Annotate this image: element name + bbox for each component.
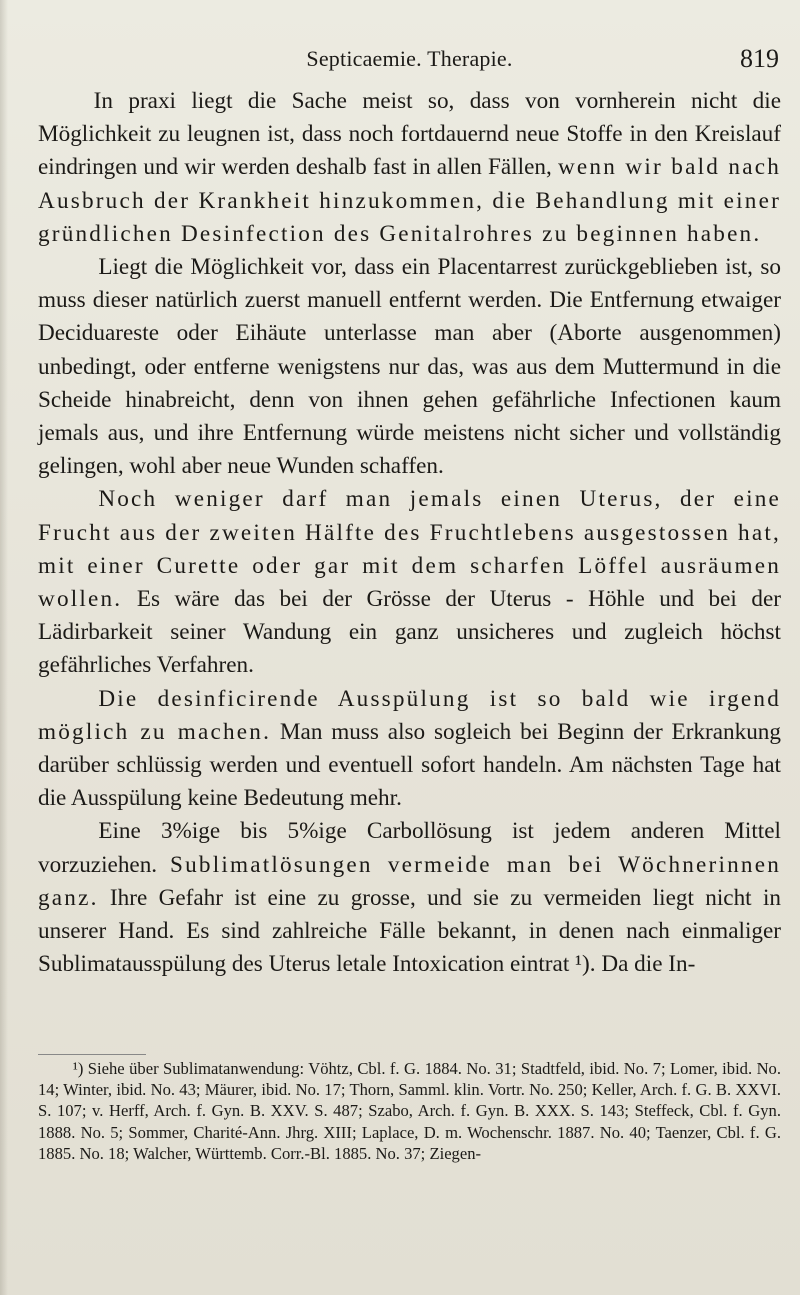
paragraph-5-spaced-emphasis: Sublimatlösungen vermeide man bei Wöchnerinnen ganz. [38, 851, 781, 911]
footnotes [38, 1058, 781, 1164]
paragraph-5 [38, 815, 781, 981]
paragraph-1-spaced-emphasis: wenn wir bald nach Ausbruch der Krankheit hinzukommen, die Behandlung mit einer gründlichen Desinfection des Genitalrohres zu beginnen haben. [38, 154, 781, 247]
footnote-rule [38, 1054, 146, 1055]
paragraph-4-spaced-emphasis: Die desinficirende Ausspülung ist so bald wie irgend möglich zu machen. [38, 685, 781, 745]
footnote-1: ¹) Siehe über Sublimatanwendung: Vöhtz, Cbl. f. G. 1884. No. 31; Stadtfeld, ibid. No. 7; Lomer, ibid. No. 14; Winter, ibid. No. 43; Mäurer, ibid. No. 17; Thorn, Samml. klin. Vortr. No. 250; Keller, Arch. f. G. B. XXVI. S. 107; v. Herff, Arch. f. Gyn. B. XXV. S. 487; Szabo, Arch. f. Gyn. B. XXX. S. 143; Steffeck, Cbl. f. Gyn. 1888. No. 5; Sommer, Charité-Ann. Jhrg. XIII; Laplace, D. m. Wochenschr. 1887. No. 40; Taenzer, Cbl. f. G. 1885. No. 18; Walcher, Württemb. Corr.-Bl. 1885. No. 37; Ziegen- [38, 1059, 781, 1163]
paragraph-1 [38, 85, 781, 251]
paragraph-5-text-a: Eine 3%ige bis 5%ige Carbollösung ist jedem anderen Mittel vorzuziehen. [38, 818, 781, 878]
running-title: Septicaemie. Therapie. [306, 46, 513, 71]
paragraph-5-text-b: Ihre Gefahr ist eine zu grosse, und sie zu vermeiden liegt nicht in unserer Hand. Es sind zahlreiche Fälle bekannt, in denen nach einmaliger Sublimatausspülung des Uterus letale Intoxication eintrat ¹). Da die In- [38, 884, 781, 978]
body-text [38, 85, 781, 981]
paragraph-2-text: Liegt die Möglichkeit vor, dass ein Placentarrest zurückgeblieben ist, so muss dieser natürlich zuerst manuell entfernt werden. Die Entfernung etwaiger Deciduareste oder Eihäute unterlasse man aber (Aborte ausgenommen) unbedingt, oder entferne wenigstens nur das, was aus dem Muttermund in die Scheide hinabreicht, denn von ihnen gehen gefährliche Infectionen kaum jemals aus, und ihre Entfernung würde meistens nicht sicher und vollständig gelingen, wohl aber neue Wunden schaffen. [38, 254, 781, 480]
paragraph-2 [38, 251, 781, 483]
paragraph-3 [38, 483, 781, 682]
page-gutter-shadow [0, 0, 8, 1295]
running-head [38, 42, 781, 78]
paragraph-4-text: Man muss also sogleich bei Beginn der Erkrankung darüber schlüssig werden und eventuell sofort handeln. Am nächsten Tage hat die Ausspülung keine Bedeutung mehr. [38, 718, 781, 812]
page-number: 819 [740, 44, 779, 73]
paragraph-1-text: In praxi liegt die Sache meist so, dass von vornherein nicht die Möglichkeit zu leugnen ist, dass noch fortdauernd neue Stoffe in den Kreislauf eindringen und wir werden deshalb fast in allen Fällen, [38, 88, 781, 181]
paragraph-3-text: Es wäre das bei der Grösse der Uterus - Höhle und bei der Lädirbarkeit seiner Wandung ein ganz unsicheres und zugleich höchst gefährliches Verfahren. [38, 586, 781, 679]
paragraph-4 [38, 683, 781, 816]
paragraph-3-spaced-emphasis: Noch weniger darf man jemals einen Uterus, der eine Frucht aus der zweiten Hälfte des Fruchtlebens ausgestossen hat, mit einer Curette oder gar mit dem scharfen Löffel ausräumen wollen. [38, 486, 781, 613]
